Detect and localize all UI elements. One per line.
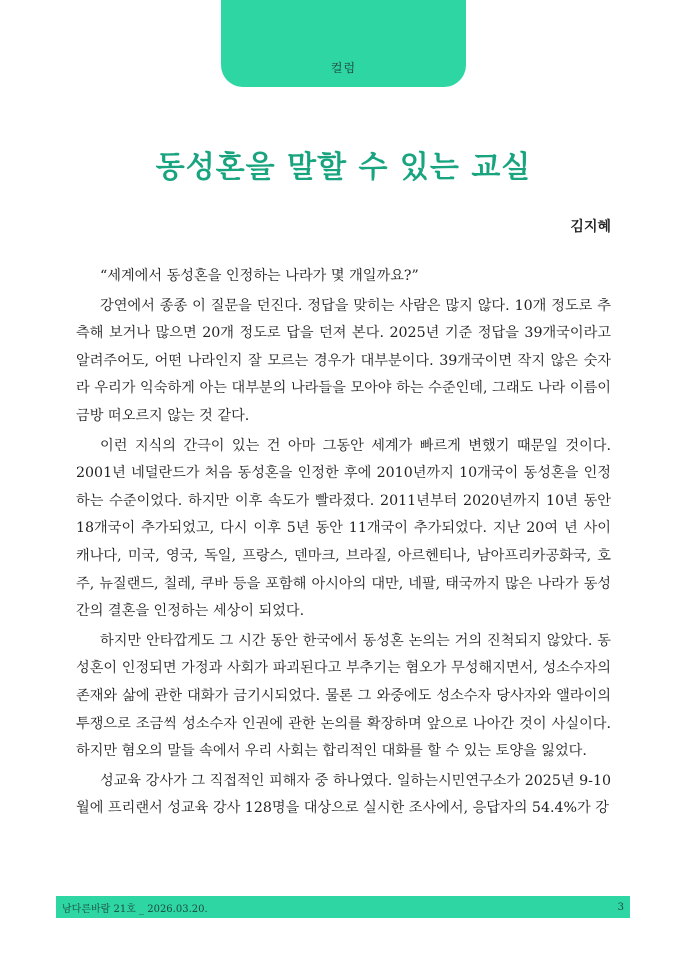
article-title: 동성혼을 말할 수 있는 교실 (155, 150, 532, 185)
paragraph: 성교육 강사가 그 직접적인 피해자 중 하나였다. 일하는시민연구소가 2025년 9-10월에 프리랜서 성교육 강사 128명을 대상으로 실시한 조사에서, 응답자의 54.4%가 강 (76, 772, 611, 817)
paragraph: “세계에서 동성혼을 인정하는 나라가 몇 개일까요?” (100, 268, 419, 284)
section-label: 컬럼 (330, 61, 357, 75)
section-tab (221, 0, 466, 87)
article-author: 김지혜 (570, 219, 611, 235)
article-body (76, 263, 611, 825)
paragraph: 하지만 안타깝게도 그 시간 동안 한국에서 동성혼 논의는 거의 진척되지 않았다. 동성혼이 인정되면 가정과 사회가 파괴된다고 부추기는 혐오가 무성해지면서, 성소수자의 존재와 삶에 관한 대화가 금기시되었다. 물론 그 와중에도 성소수자 당사자와 앨라이의 투쟁으로 조금씩 성소수자 인권에 관한 논의를 확장하며 앞으로 나아간 것이 사실이다. 하지만 혐오의 말들 속에서 우리 사회는 합리적인 대화를 할 수 있는 토양을 잃었다. (76, 632, 611, 760)
publication-info: 남다른바람 21호 _ 2026.03.20. (62, 903, 208, 915)
page-number: 3 (617, 901, 624, 913)
paragraph: 이런 지식의 간극이 있는 건 아마 그동안 세계가 빠르게 변했기 때문일 것이다. 2001년 네덜란드가 처음 동성혼을 인정한 후에 2010년까지 10개국이 동성혼을 인정하는 수준이었다. 하지만 이후 속도가 빨라졌다. 2011년부터 2020년까지 10년 동안 18개국이 추가되었고, 다시 이후 5년 동안 11개국이 추가되었다. 지난 20여 년 사이 캐나다, 미국, 영국, 독일, 프랑스, 덴마크, 브라질, 아르헨티나, 남아프리카공화국, 호주, 뉴질랜드, 칠레, 쿠바 등을 포함해 아시아의 대만, 네팔, 태국까지 많은 나라가 동성 간의 결혼을 인정하는 세상이 되었다. (76, 437, 611, 620)
page-footer (56, 896, 630, 918)
paragraph: 강연에서 종종 이 질문을 던진다. 정답을 맞히는 사람은 많지 않다. 10개 정도로 추측해 보거나 많으면 20개 정도로 답을 던져 본다. 2025년 기준 정답을 39개국이라고 알려주어도, 어떤 나라인지 잘 모르는 경우가 대부분이다. 39개국이면 작지 않은 숫자라 우리가 익숙하게 아는 대부분의 나라들을 모아야 하는 수준인데, 그래도 나라 이름이 금방 떠오르지 않는 것 같다. (76, 297, 611, 424)
